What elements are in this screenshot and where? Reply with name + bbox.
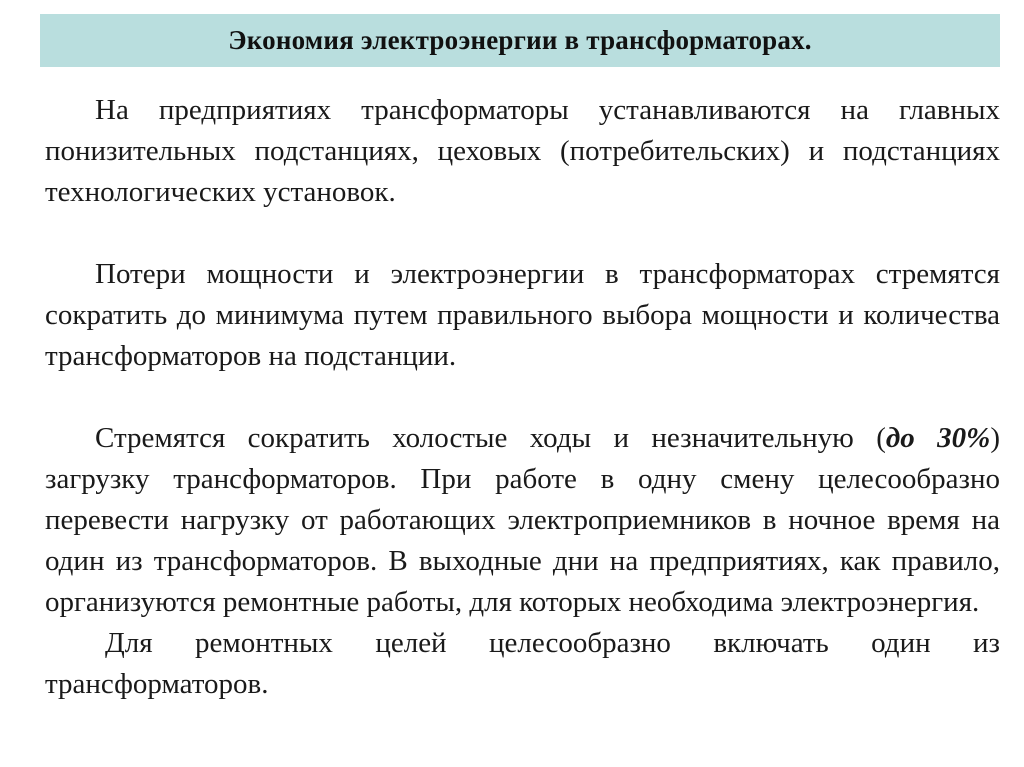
load-limit-emphasis: до 30% (885, 422, 991, 454)
slide-content (45, 90, 1000, 705)
paragraph-power-losses: Потери мощности и электроэнергии в трансформаторах стремятся сократить до минимума путем правильного выбора мощности и количества трансформаторов на подстанции. (45, 258, 1000, 372)
paragraph-idle-reduction (45, 418, 1000, 623)
paragraph-spacer (45, 213, 1000, 254)
paragraph-substations: На предприятиях трансформаторы устанавливаются на главных понизительных подстанциях, цеховых (потребительских) и подстанциях технологических установок. (45, 94, 1000, 208)
paragraph-spacer (45, 377, 1000, 418)
title-bar (40, 14, 1000, 67)
slide-title: Экономия электроэнергии в трансформаторах. (228, 25, 812, 55)
idle-reduction-text-start: Стремятся сократить холостые ходы и незначительную ( (95, 422, 886, 454)
idle-reduction-text-end: ) загрузку трансформаторов. При работе в одну смену целесообразно перевести нагрузку от работающих электроприемников в ночное время на один из трансформаторов. В выходные дни на предприятиях, как правило, организуются ремонтные работы, для которых необходима электроэнергия. (45, 422, 1001, 618)
paragraph-repair-purposes: Для ремонтных целей целесообразно включать один из трансформаторов. (45, 627, 1000, 700)
